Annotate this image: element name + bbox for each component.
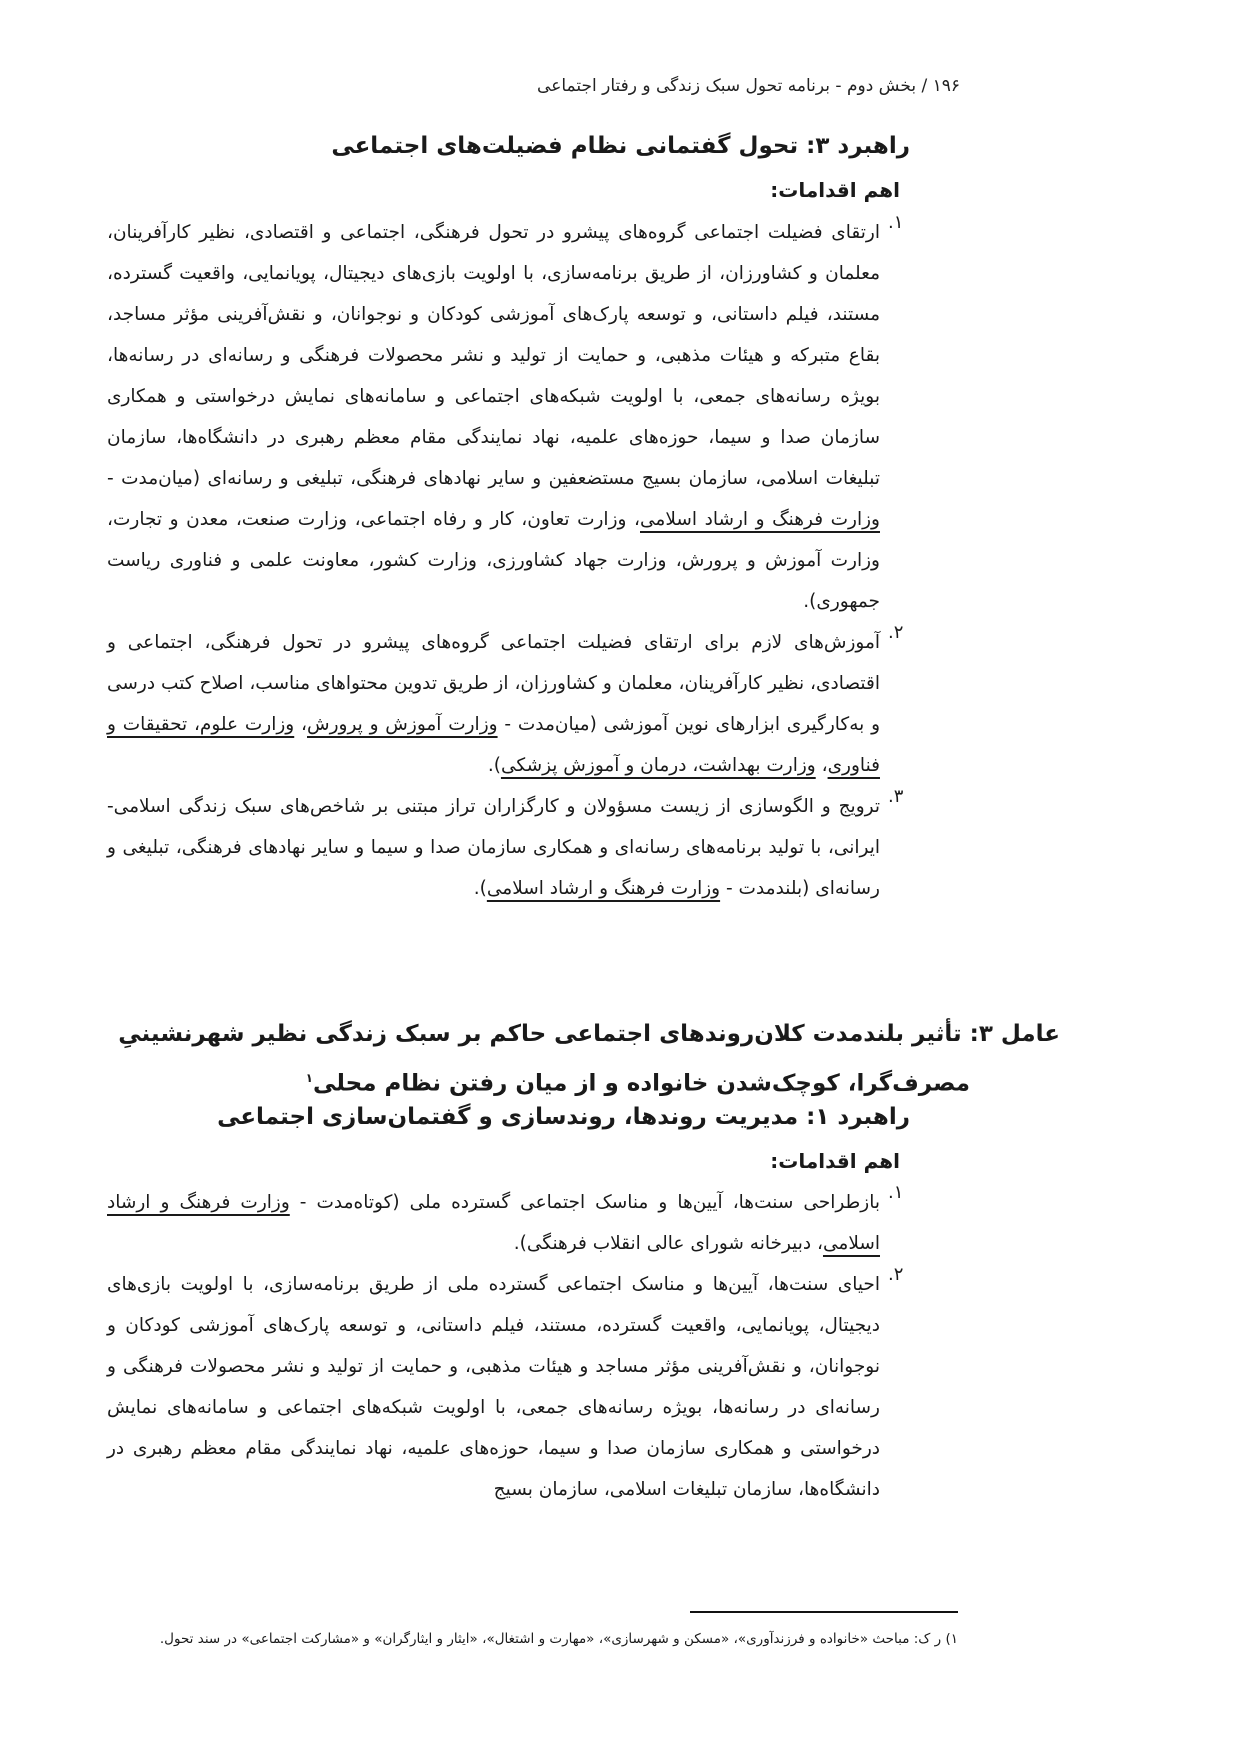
separator: ، xyxy=(815,755,828,776)
running-title: / بخش دوم - برنامه تحول سبک زندگی و رفتار اجتماعی xyxy=(537,76,928,96)
item-text-part: ). xyxy=(473,878,487,899)
item-text-part: ). xyxy=(487,755,501,776)
item-text-part: ، وزارت تعاون، کار و رفاه اجتماعی، وزارت صنعت، معدن و تجارت، وزارت آموزش و پرورش، وزارت جهاد کشاورزی، وزارت کشور، معاونت علمی و فناوری ریاست جمهوری). xyxy=(107,509,880,612)
item-number: ۲. xyxy=(888,1264,904,1285)
actions-label: اهم اقدامات: xyxy=(770,1149,900,1173)
factor-heading-line2: مصرف‌گرا، کوچک‌شدن خانواده و از میان رفتن نظام محلی xyxy=(313,1070,970,1097)
separator: ، xyxy=(294,714,307,735)
list-item xyxy=(107,1264,904,1510)
footnote-divider xyxy=(690,1611,958,1613)
item-text xyxy=(107,786,880,909)
list-item xyxy=(107,786,904,909)
item-text-part: ، دبیرخانه شورای عالی انقلاب فرهنگی). xyxy=(513,1233,823,1254)
factor-3-heading xyxy=(100,1012,1060,1106)
item-text xyxy=(107,622,880,786)
list-item xyxy=(107,622,904,786)
responsible-body: وزارت فرهنگ و ارشاد اسلامی xyxy=(107,1192,880,1254)
list-item xyxy=(107,212,904,622)
actions-label: اهم اقدامات: xyxy=(770,178,900,202)
strategy-3-heading: راهبرد ۳: تحول گفتمانی نظام فضیلت‌های اجتماعی xyxy=(331,133,910,159)
item-text xyxy=(107,1182,880,1264)
list-item xyxy=(107,1182,904,1264)
item-text-part: آموزش‌های لازم برای ارتقای فضیلت اجتماعی گروه‌های پیشرو در تحول فرهنگی، اجتماعی و اقتصادی، نظیر کارآفرینان، معلمان و کشاورزان، از طریق تدوین محتواهای مناسب، اصلاح کتب درسی و به‌کارگیری ابزارهای نوین آموزشی (میان‌مدت - xyxy=(107,632,880,735)
item-text: احیای سنت‌ها، آیین‌ها و مناسک اجتماعی گسترده ملی از طریق برنامه‌سازی، با اولویت بازی‌های دیجیتال، پویانمایی، واقعیت گسترده، مستند، فیلم داستانی، و توسعه پارک‌های آموزشی کودکان و نوجوانان، و نقش‌آفرینی مؤثر مساجد و هیئات مذهبی، و حمایت از تولید و نشر محصولات فرهنگی و رسانه‌ای در رسانه‌ها، بویژه رسانه‌های جمعی، با اولویت شبکه‌های اجتماعی و سامانه‌های نمایش درخواستی و همکاری سازمان صدا و سیما، حوزه‌های علمیه، نهاد نمایندگی مقام معظم رهبری در دانشگاه‌ها، سازمان تبلیغات اسلامی، سازمان بسیج xyxy=(107,1274,880,1500)
strategy-1-heading: راهبرد ۱: مدیریت روندها، روندسازی و گفتمان‌سازی اجتماعی xyxy=(217,1104,910,1130)
responsible-body: وزارت آموزش و پرورش xyxy=(307,714,498,735)
running-header xyxy=(260,76,960,96)
factor-heading-line1: عامل ۳: تأثیر بلندمدت کلان‌روندهای اجتماعی حاکم بر سبک زندگی نظیر شهرنشینیِ xyxy=(118,1021,1060,1047)
responsible-body: وزارت علوم، تحقیقات و فناوری xyxy=(107,714,880,776)
item-text-part: ارتقای فضیلت اجتماعی گروه‌های پیشرو در تحول فرهنگی، اجتماعی و اقتصادی، نظیر کارآفرینان، معلمان و کشاورزان، از طریق برنامه‌سازی، با اولویت بازی‌های دیجیتال، پویانمایی، واقعیت گسترده، مستند، فیلم داستانی، و توسعه پارک‌های آموزشی کودکان و نوجوانان، و نقش‌آفرینی مؤثر مساجد، بقاع متبرکه و هیئات مذهبی، و حمایت از تولید و نشر محصولات فرهنگی و رسانه‌ای در رسانه‌ها، بویژه رسانه‌های جمعی، با اولویت شبکه‌های اجتماعی و سامانه‌های نمایش درخواستی و همکاری سازمان صدا و سیما، حوزه‌های علمیه، نهاد نمایندگی مقام معظم رهبری در دانشگاه‌ها، سازمان تبلیغات اسلامی، سازمان بسیج مستضعفین و سایر نهادهای فرهنگی، تبلیغی و رسانه‌ای (میان‌مدت - xyxy=(107,222,880,489)
item-number: ۲. xyxy=(888,622,904,643)
factor-heading-line2-wrap xyxy=(100,1056,1060,1106)
responsible-body: وزارت فرهنگ و ارشاد اسلامی xyxy=(486,878,721,899)
item-text-part: بازطراحی سنت‌ها، آیین‌ها و مناسک اجتماعی گسترده ملی (کوتاه‌مدت - xyxy=(289,1192,880,1213)
item-text xyxy=(107,212,880,622)
item-number: ۱. xyxy=(888,212,904,233)
responsible-body: وزارت بهداشت، درمان و آموزش پزشکی xyxy=(500,755,816,776)
page-number: ۱۹۶ xyxy=(932,76,960,96)
actions-list-1 xyxy=(107,212,904,909)
footnote: ۱) ر ک: مباحث «خانواده و فرزندآوری»، «مسکن و شهرسازی»، «مهارت و اشتغال»، «ایثار و ایثارگران» و «مشارکت اجتماعی» در سند تحول. xyxy=(159,1631,958,1647)
footnote-marker: ۱ xyxy=(305,1071,313,1085)
actions-list-2 xyxy=(107,1182,904,1510)
responsible-body: وزارت فرهنگ و ارشاد اسلامی xyxy=(640,509,880,530)
item-number: ۱. xyxy=(888,1182,904,1203)
item-number: ۳. xyxy=(888,786,904,807)
item-text-part: ترویج و الگوسازی از زیست مسؤولان و کارگزاران تراز مبتنی بر شاخص‌های سبک زندگی اسلامی- ایرانی، با تولید برنامه‌های رسانه‌ای و همکاری سازمان صدا و سیما و سایر نهادهای فرهنگی، تبلیغی و رسانه‌ای (بلندمدت - xyxy=(107,796,880,899)
